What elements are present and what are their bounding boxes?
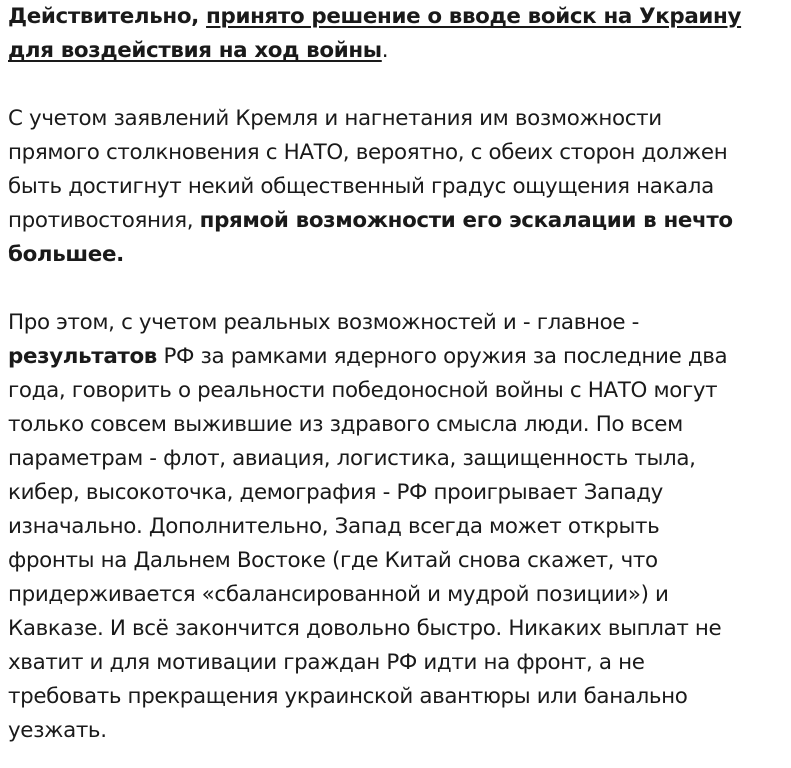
text-line: придерживается «сбалансированной и мудрой позиции») и: [8, 582, 669, 607]
text-plain: противостояния,: [8, 208, 200, 233]
text-line: быть достигнут некий общественный градус ощущения накала: [8, 174, 714, 199]
text-bold: прямой возможности его эскалации в нечто: [199, 208, 733, 233]
paragraph-gap: [8, 272, 783, 306]
text-line: уезжать.: [8, 718, 107, 743]
text-line: года, говорить о реальности победоносной войны с НАТО могут: [8, 378, 718, 403]
text-bold: Действительно,: [8, 4, 207, 29]
text-line: большее.: [8, 242, 124, 267]
text-bold: результатов: [8, 344, 157, 369]
text-plain: .: [381, 38, 389, 63]
text-plain: РФ за рамками ядерного оружия за последние два: [157, 344, 728, 369]
text-line: кибер, высокоточка, демография - РФ проигрывает Западу: [8, 480, 663, 505]
text-line: [8, 0, 783, 34]
text-line: изначально. Дополнительно, Запад всегда может открыть: [8, 514, 660, 539]
paragraph-1: [8, 0, 783, 68]
text-line: Кавказе. И всё закончится довольно быстро. Никаких выплат не: [8, 616, 722, 641]
text-line: прямого столкновения с НАТО, вероятно, с обеих сторон должен: [8, 140, 728, 165]
text-line: параметрам - флот, авиация, логистика, защищенность тыла,: [8, 446, 696, 471]
paragraph-2: [8, 102, 783, 272]
text-line: Про этом, с учетом реальных возможностей и - главное -: [8, 310, 639, 335]
text-line: [8, 204, 783, 238]
highlight-underlined: для воздействия на ход войны: [8, 38, 382, 63]
text-line: фронты на Дальнем Востоке (где Китай снова скажет, что: [8, 548, 658, 573]
highlight-underlined: принято решение о вводе войск на Украину: [206, 4, 742, 29]
paragraph-3: [8, 306, 783, 748]
text-line: хватит и для мотивации граждан РФ идти на фронт, а не: [8, 650, 645, 675]
text-line: [8, 34, 783, 68]
paragraph-gap: [8, 68, 783, 102]
text-line: [8, 340, 783, 374]
text-line: С учетом заявлений Кремля и нагнетания им возможности: [8, 106, 662, 131]
text-line: требовать прекращения украинской авантюры или банально: [8, 684, 688, 709]
text-line: только совсем выжившие из здравого смысла люди. По всем: [8, 412, 683, 437]
